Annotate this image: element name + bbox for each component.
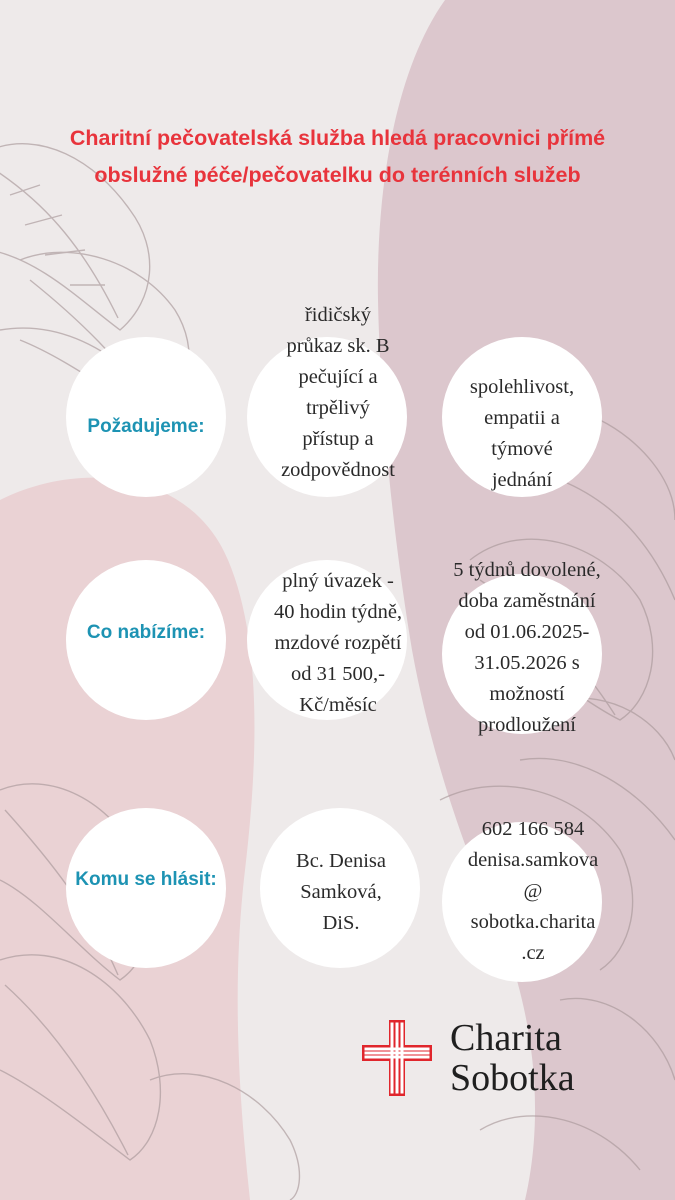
offer-text-2: 5 týdnů dovolené, doba zaměstnání od 01.06.2025- 31.05.2026 s možností prodloužení (453, 559, 601, 736)
phone-number[interactable]: 602 166 584 (481, 818, 585, 840)
requirement-text-1: řidičský průkaz sk. B pečující a trpělivý přístup a zodpovědnost (281, 304, 395, 481)
requirement-text-2: spolehlivost, empatii a týmové jednání (469, 376, 575, 491)
charita-cross-logo-icon (362, 1020, 432, 1096)
row-label-contact: Komu se hlásit: (75, 869, 217, 890)
email-domain[interactable]: sobotka.charita (470, 911, 596, 933)
contact-person: Bc. Denisa Samková, DiS. (296, 850, 386, 934)
email-user[interactable]: denisa.samkova (467, 849, 599, 871)
contact-details (438, 814, 628, 969)
email-tld[interactable]: .cz (521, 942, 545, 964)
brand-name: Charita Sobotka (450, 1017, 575, 1099)
email-at[interactable]: @ (523, 880, 543, 902)
page-title: Charitní pečovatelská služba hledá pracovnici přímé obslužné péče/pečovatelku do terénních služeb (69, 126, 606, 187)
row-label-requirements: Požadujeme: (87, 416, 205, 437)
row-label-offer: Co nabízíme: (86, 622, 206, 643)
offer-text-1: plný úvazek - 40 hodin týdně, mzdové rozpětí od 31 500,- Kč/měsíc (273, 570, 403, 716)
